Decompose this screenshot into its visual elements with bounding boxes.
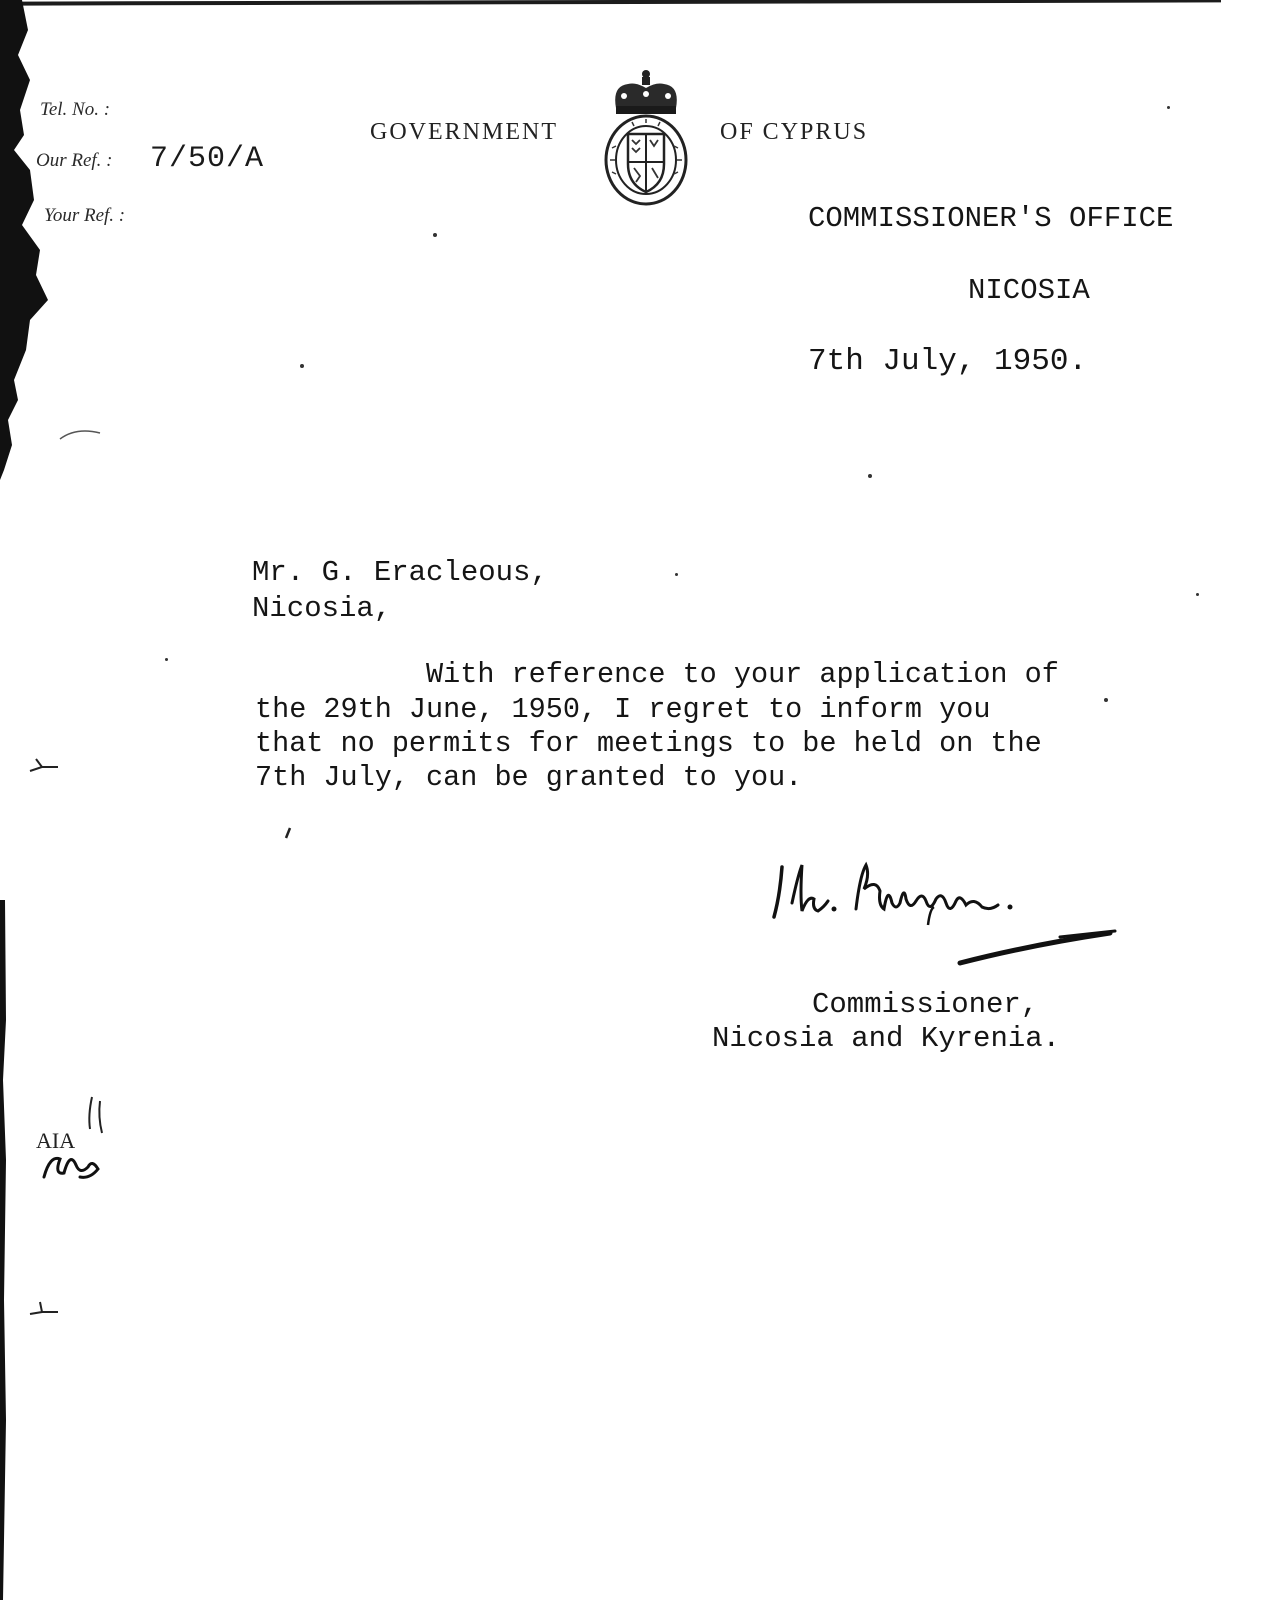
body-line: 7th July, can be granted to you. [255,761,803,794]
speck [300,364,304,368]
speck [868,474,872,478]
tel-label: Tel. No. : [40,99,111,120]
left-scan-edge [0,900,7,1600]
torn-left-edge [0,0,80,480]
body-line: With reference to your application of [255,658,1059,691]
speck [1167,106,1170,109]
speck [165,658,168,661]
body-line: that no permits for meetings to be held on the [255,727,1042,760]
scan-mark [28,755,68,775]
royal-crest-icon [602,68,690,208]
speck [675,573,678,576]
office-city: NICOSIA [968,274,1090,307]
addressee-city: Nicosia, [252,592,392,625]
speck [433,233,437,237]
our-ref-label: Our Ref. : [36,150,113,171]
speck [1196,593,1199,596]
body-line: the 29th June, 1950, I regret to inform you [255,693,991,726]
your-ref-label: Your Ref. : [44,205,126,226]
addressee-name: Mr. G. Eracleous, [252,556,548,589]
speck [1104,698,1108,702]
office-name: COMMISSIONER'S OFFICE [808,202,1174,235]
scan-mark [280,826,296,842]
letterhead-right: OF CYPRUS [720,119,869,145]
signoff-title: Commissioner, [812,988,1039,1021]
handwritten-signature [760,855,1160,985]
scan-mark [56,425,106,445]
letterhead-left: GOVERNMENT [370,119,558,145]
initials-scribble [30,1095,130,1205]
scan-mark [28,1300,68,1320]
handwritten-initials: AIA [36,1128,76,1153]
letter-date: 7th July, 1950. [808,344,1088,379]
our-ref-value: 7/50/A [150,142,265,176]
top-scan-edge [20,0,1221,6]
signoff-area: Nicosia and Kyrenia. [712,1022,1061,1055]
